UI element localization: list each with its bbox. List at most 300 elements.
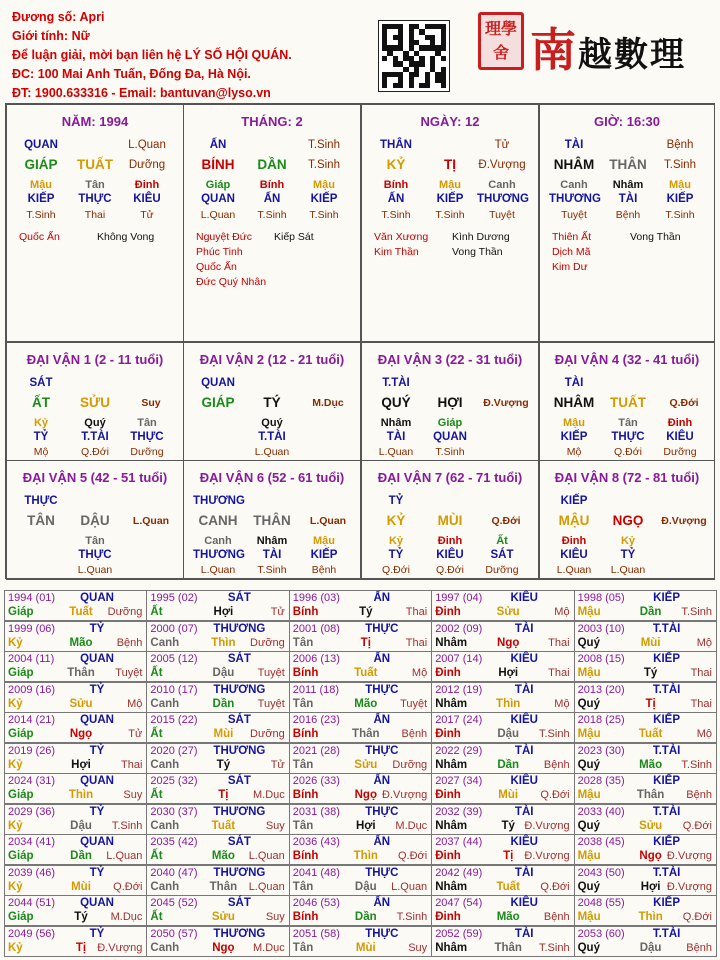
luck-pillar-7	[361, 460, 539, 580]
life-stage: T.Sinh	[664, 159, 696, 171]
year-branch: Ngọ	[212, 941, 235, 954]
year-stage: Tuyệt	[257, 697, 285, 710]
year-branch: Ngọ	[354, 789, 377, 801]
luck-hidden-god: TỶ	[33, 431, 49, 443]
ten-god: ẤN	[209, 139, 227, 151]
star-left: Phúc Tinh	[196, 246, 243, 258]
year-stem: Ất	[150, 789, 163, 801]
year-branch: Mão	[69, 636, 93, 649]
hidden-god: ẤN	[387, 193, 405, 205]
pillar-2	[183, 104, 361, 342]
luck-hidden-stage: L.Quan	[610, 564, 646, 576]
year-god: QUAN	[80, 653, 114, 665]
year-branch: Thìn	[496, 697, 521, 710]
luck-hidden-stem: Mậu	[313, 535, 335, 547]
year-stage: Dưỡng	[392, 758, 428, 771]
address: ĐC: 100 Mai Anh Tuấn, Đống Đa, Hà Nội.	[12, 67, 251, 81]
year-stage: T.Sinh	[681, 606, 712, 618]
year-label: 1997 (04)	[435, 592, 483, 604]
luck-hidden-stage: Mộ	[566, 446, 582, 458]
luck-stem: ẤT	[32, 395, 50, 410]
year-branch: Dậu	[212, 667, 235, 679]
year-stage: Thai	[120, 758, 143, 771]
hidden-god: KIẾP	[436, 193, 464, 205]
stem-stage: L.Quan	[128, 139, 166, 151]
year-god: QUAN	[80, 592, 114, 604]
luck-hidden-stem: Tân	[618, 417, 638, 429]
year-cell	[4, 712, 147, 743]
hidden-stem: Mậu	[669, 179, 691, 191]
year-branch: Mão	[639, 758, 663, 771]
luck-hidden-stage: Q.Đới	[81, 446, 109, 458]
year-stage: L.Quan	[106, 850, 143, 862]
year-branch: Mão	[211, 850, 235, 862]
year-stage: Bệnh	[116, 636, 143, 649]
year-label: 2030 (37)	[150, 805, 198, 818]
year-stage: Đ.Vượng	[382, 789, 428, 801]
year-label: 2012 (19)	[435, 683, 483, 696]
year-cell	[574, 926, 717, 957]
year-stem: Nhâm	[435, 819, 468, 832]
year-label: 2043 (50)	[577, 866, 625, 879]
year-stage: Tử	[270, 606, 285, 618]
year-label: 2046 (53)	[292, 897, 340, 909]
year-stem: Nhâm	[435, 697, 468, 710]
luck-hidden-god: TỶ	[620, 549, 636, 561]
year-label: 2033 (40)	[577, 805, 625, 818]
year-cell	[4, 895, 147, 926]
luck-hidden-stage: T.Sinh	[257, 564, 287, 576]
luck-title: ĐẠI VẬN 2 (12 - 21 tuổi)	[199, 352, 345, 367]
year-stage: M.Dục	[395, 819, 428, 832]
year-god: QUAN	[80, 775, 114, 787]
year-stage: Q.Đới	[682, 911, 712, 923]
luck-hidden-stem: Giáp	[437, 417, 463, 429]
star-left: Quốc Ấn	[196, 261, 237, 273]
gender: Giới tính: Nữ	[12, 29, 90, 43]
contact-note: Để luận giải, mời bạn liên hệ LÝ SỐ HỘI QUÁN.	[12, 48, 292, 62]
luck-branch: THÂN	[253, 513, 291, 528]
year-stage: Suy	[265, 819, 285, 832]
year-cell	[289, 895, 432, 926]
year-god: ẤN	[373, 775, 391, 787]
year-stage: Suy	[408, 941, 428, 954]
year-label: 2016 (23)	[292, 714, 340, 726]
luck-branch: SỬU	[80, 395, 110, 410]
year-branch: Sửu	[354, 758, 378, 771]
year-stem: Đinh	[435, 606, 461, 618]
luck-stem: GIÁP	[201, 395, 235, 410]
year-cell	[146, 926, 289, 957]
year-god: SÁT	[227, 897, 251, 909]
year-branch: Thìn	[353, 850, 378, 862]
year-stem: Kỷ	[8, 819, 23, 832]
year-stem: Quý	[577, 697, 600, 710]
year-stage: M.Dục	[110, 911, 143, 923]
year-stage: Mộ	[554, 697, 570, 710]
year-label: 2007 (14)	[435, 653, 483, 665]
luck-hidden-stage: T.Sinh	[435, 446, 465, 458]
year-god: ẤN	[373, 714, 391, 726]
heavenly-stem: GIÁP	[24, 157, 58, 172]
year-god: KIẾP	[653, 836, 681, 848]
luck-hidden-stem: Canh	[204, 535, 232, 547]
year-cell	[146, 895, 289, 926]
life-stage: T.Sinh	[308, 159, 340, 171]
hidden-god: KIẾP	[666, 193, 694, 205]
year-stem: Ất	[150, 728, 163, 740]
life-stage: Đ.Vượng	[478, 159, 526, 171]
year-label: 2032 (39)	[435, 805, 483, 818]
year-cell	[574, 621, 717, 652]
year-stem: Bính	[292, 667, 319, 679]
year-branch: Mùi	[640, 636, 661, 649]
star-left: Kim Dư	[552, 261, 588, 273]
year-god: THỰC	[365, 866, 399, 879]
hidden-stage: Tuyệt	[561, 209, 587, 221]
hidden-stage: T.Sinh	[309, 209, 339, 221]
year-stem: Ất	[150, 606, 163, 618]
year-stage: Q.Đới	[540, 789, 570, 801]
year-label: 2008 (15)	[577, 653, 625, 665]
luck-stage: M.Dục	[312, 397, 344, 409]
luck-stage: L.Quan	[309, 515, 347, 527]
luck-hidden-stage: Q.Đới	[614, 446, 642, 458]
year-cell	[146, 865, 289, 896]
hidden-stem: Đinh	[134, 179, 160, 191]
year-stage: Mộ	[127, 697, 143, 710]
year-cell	[431, 743, 574, 774]
star-right: Vong Thần	[452, 246, 503, 258]
luck-title: ĐẠI VẬN 7 (62 - 71 tuổi)	[377, 470, 523, 485]
year-cell	[4, 743, 147, 774]
luck-hidden-stage: L.Quan	[254, 446, 290, 458]
brand-logo	[530, 14, 686, 80]
earthly-branch: DẦN	[257, 157, 287, 172]
year-stem: Bính	[292, 911, 319, 923]
year-stem: Canh	[150, 819, 180, 832]
year-stem: Mậu	[577, 667, 601, 679]
year-stem: Ất	[150, 911, 163, 923]
year-cell	[4, 804, 147, 835]
luck-god: THƯƠNG	[193, 495, 245, 507]
year-label: 1994 (01)	[8, 592, 56, 604]
luck-stem: KỶ	[386, 513, 406, 528]
year-god: TÀI	[514, 622, 534, 635]
star-left: Kim Thần	[374, 246, 419, 258]
year-branch: Tý	[216, 758, 231, 771]
hidden-stage: T.Sinh	[665, 209, 695, 221]
year-stem: Nhâm	[435, 636, 468, 649]
luck-hidden-god: THỰC	[611, 431, 645, 443]
year-stem: Kỷ	[8, 880, 23, 893]
luck-title: ĐẠI VẬN 4 (32 - 41 tuổi)	[554, 352, 700, 367]
hidden-stage: T.Sinh	[257, 209, 287, 221]
owner-name: Đương số: Apri	[12, 10, 105, 24]
year-branch: Ngọ	[639, 850, 662, 862]
star-right: Không Vong	[97, 231, 155, 243]
year-god: TÀI	[514, 866, 534, 879]
year-stage: Suy	[265, 911, 285, 923]
year-cell	[431, 926, 574, 957]
year-label: 2038 (45)	[577, 836, 625, 848]
year-god: KIÊU	[510, 592, 538, 604]
year-stage: Thai	[690, 667, 712, 679]
luck-god: SÁT	[29, 377, 53, 389]
year-stem: Quý	[577, 880, 600, 893]
year-stage: Đ.Vượng	[97, 941, 143, 954]
year-god: TỶ	[89, 866, 105, 879]
annual-luck-table	[4, 590, 716, 956]
luck-hidden-stage: L.Quan	[556, 564, 592, 576]
luck-branch: HỢI	[437, 395, 463, 410]
heavenly-stem: BÍNH	[201, 157, 235, 172]
year-label: 2036 (43)	[292, 836, 340, 848]
year-label: 2040 (47)	[150, 866, 198, 879]
year-stage: Tuyệt	[257, 667, 285, 679]
year-stem: Nhâm	[435, 941, 468, 954]
year-label: 2020 (27)	[150, 744, 198, 757]
phone-email: ĐT: 1900.633316 - Email: bantuvan@lyso.vn	[12, 86, 271, 100]
year-god: QUAN	[80, 897, 114, 909]
year-branch: Sửu	[496, 606, 520, 618]
year-cell	[289, 804, 432, 835]
year-stage: T.Sinh	[396, 911, 428, 923]
year-stem: Canh	[150, 636, 180, 649]
luck-hidden-stage: Bệnh	[311, 564, 337, 576]
year-god: TÀI	[514, 927, 534, 940]
hidden-stem: Mậu	[313, 179, 335, 191]
year-stem: Giáp	[8, 789, 34, 801]
year-branch: Sửu	[211, 911, 235, 923]
hidden-stem: Mậu	[439, 179, 461, 191]
year-stem: Mậu	[577, 728, 601, 740]
year-god: KIÊU	[510, 653, 538, 665]
year-cell	[146, 743, 289, 774]
brand-logo-text	[530, 23, 686, 77]
year-branch: Hợi	[498, 667, 519, 679]
year-branch: Mão	[354, 697, 378, 710]
hidden-stage: Tử	[140, 209, 154, 221]
luck-pillar-2	[183, 342, 361, 461]
year-stage: Bệnh	[686, 941, 712, 954]
luck-god: TỶ	[388, 495, 404, 507]
luck-branch: MÙI	[437, 513, 463, 528]
luck-stage: L.Quan	[132, 515, 170, 527]
luck-stem: QUÝ	[381, 395, 411, 410]
life-stage: Dưỡng	[128, 159, 166, 171]
luck-hidden-stage: Dưỡng	[130, 446, 164, 458]
luck-branch: DẬU	[80, 513, 110, 528]
year-god: TỶ	[89, 683, 105, 696]
year-stage: Thai	[405, 606, 428, 618]
year-label: 2028 (35)	[577, 775, 625, 787]
year-label: 2015 (22)	[150, 714, 198, 726]
year-god: SÁT	[227, 714, 251, 726]
year-branch: Dậu	[354, 880, 377, 893]
year-branch: Sửu	[69, 697, 93, 710]
year-cell	[4, 834, 147, 865]
year-cell	[289, 926, 432, 957]
year-stage: Q.Đới	[540, 880, 570, 893]
year-branch: Thìn	[638, 911, 663, 923]
year-god: T.TÀI	[652, 866, 681, 879]
year-cell	[4, 621, 147, 652]
year-god: T.TÀI	[652, 622, 681, 635]
year-cell	[4, 865, 147, 896]
luck-stage: Q.Đới	[491, 515, 521, 527]
year-god: KIẾP	[653, 592, 681, 604]
year-branch: Tuất	[354, 667, 378, 679]
year-label: 2003 (10)	[577, 622, 625, 635]
brand-char: 越數理	[578, 35, 686, 75]
luck-title: ĐẠI VẬN 5 (42 - 51 tuổi)	[22, 470, 168, 485]
luck-hidden-stem: Kỷ	[33, 417, 49, 429]
year-label: 1996 (03)	[292, 592, 340, 604]
year-stem: Canh	[150, 758, 180, 771]
year-stage: Q.Đới	[113, 880, 143, 893]
year-label: 1999 (06)	[8, 622, 56, 635]
year-cell	[431, 773, 574, 804]
luck-stem: NHÂM	[553, 395, 595, 410]
ten-god: THÂN	[380, 139, 412, 151]
star-right: Kình Dương	[452, 231, 510, 243]
hidden-stem: Canh	[560, 179, 588, 191]
year-stem: Đinh	[435, 789, 461, 801]
year-stage: Mộ	[696, 728, 712, 740]
luck-title: ĐẠI VẬN 3 (22 - 31 tuổi)	[377, 352, 523, 367]
luck-title: ĐẠI VẬN 1 (2 - 11 tuổi)	[26, 352, 164, 367]
year-god: TỶ	[89, 744, 105, 757]
year-stem: Ất	[150, 667, 163, 679]
year-stem: Kỷ	[8, 636, 23, 649]
year-stem: Giáp	[8, 850, 34, 862]
luck-stage: Suy	[141, 397, 161, 409]
year-branch: Tuất	[496, 880, 520, 893]
year-branch: Tị	[360, 636, 371, 649]
luck-pillar-3	[361, 342, 539, 461]
brand-char: 南	[530, 23, 578, 77]
luck-stage: Đ.Vượng	[483, 397, 529, 409]
year-cell	[289, 712, 432, 743]
year-branch: Tý	[359, 606, 373, 618]
year-stem: Bính	[292, 606, 319, 618]
hidden-stem: Nhâm	[612, 179, 644, 191]
year-cell	[574, 773, 717, 804]
luck-hidden-god: T.TÀI	[258, 431, 286, 443]
year-branch: Thân	[352, 728, 380, 740]
year-label: 2021 (28)	[292, 744, 340, 757]
hidden-god: KIÊU	[133, 193, 161, 205]
year-label: 2001 (08)	[292, 622, 340, 635]
year-god: SÁT	[227, 653, 251, 665]
year-god: THỰC	[365, 927, 399, 940]
year-god: TÀI	[514, 683, 534, 696]
year-branch: Dần	[354, 911, 377, 923]
qr-code-icon	[378, 20, 450, 92]
year-label: 2029 (36)	[8, 805, 56, 818]
year-label: 2051 (58)	[292, 927, 340, 940]
pillar-title: GIỜ: 16:30	[593, 114, 660, 129]
star-left: Văn Xương	[374, 231, 429, 243]
hidden-stage: T.Sinh	[26, 209, 56, 221]
luck-hidden-stem: Mậu	[563, 417, 585, 429]
luck-pillar-4	[539, 342, 715, 461]
year-label: 2034 (41)	[8, 836, 56, 848]
year-god: QUAN	[80, 714, 114, 726]
year-stem: Bính	[292, 850, 319, 862]
year-branch: Hợi	[213, 606, 234, 618]
year-stem: Quý	[577, 941, 600, 954]
year-branch: Dần	[212, 697, 235, 710]
year-branch: Tị	[218, 789, 229, 801]
luck-hidden-stage: Q.Đới	[382, 564, 410, 576]
luck-pillar-5	[6, 460, 184, 580]
year-stage: Mộ	[554, 606, 570, 618]
luck-hidden-stage: L.Quan	[378, 446, 414, 458]
year-cell	[431, 895, 574, 926]
year-stem: Mậu	[577, 606, 601, 618]
year-label: 2005 (12)	[150, 653, 198, 665]
year-branch: Hợi	[71, 758, 91, 771]
year-stem: Đinh	[435, 667, 461, 679]
year-stage: Bệnh	[686, 789, 712, 801]
year-god: KIÊU	[510, 836, 538, 848]
star-left: Nguyệt Đức	[196, 231, 253, 243]
luck-hidden-god: KIẾP	[560, 431, 588, 443]
luck-hidden-god: TÀI	[386, 431, 406, 443]
year-god: TỶ	[89, 805, 105, 818]
hidden-god: THỰC	[78, 193, 112, 205]
year-label: 2053 (60)	[577, 927, 625, 940]
year-branch: Tý	[643, 667, 658, 679]
year-stem: Tân	[292, 758, 314, 771]
year-stage: M.Dục	[253, 941, 285, 954]
year-branch: Mão	[496, 911, 520, 923]
year-label: 2025 (32)	[150, 775, 198, 787]
year-branch: Dần	[639, 606, 662, 618]
luck-god: QUAN	[201, 377, 235, 389]
year-stage: L.Quan	[391, 880, 428, 893]
year-stage: Mộ	[696, 636, 712, 649]
year-cell	[4, 926, 147, 957]
luck-branch: TÝ	[263, 395, 281, 410]
year-stage: Bệnh	[543, 758, 570, 771]
hidden-stem: Bính	[259, 179, 285, 191]
luck-hidden-stem: Kỷ	[388, 535, 404, 547]
star-left: Quốc Ấn	[19, 231, 60, 243]
stem-stage: Tử	[494, 139, 510, 151]
year-stage: T.Sinh	[539, 728, 570, 740]
luck-stem: MẬU	[558, 513, 590, 528]
year-stem: Quý	[577, 758, 600, 771]
year-stem: Bính	[292, 789, 319, 801]
year-branch: Hợi	[355, 819, 376, 832]
year-cell	[431, 804, 574, 835]
year-cell	[431, 865, 574, 896]
year-god: THƯƠNG	[213, 683, 266, 696]
hidden-stage: Bệnh	[615, 209, 641, 221]
year-stage: Q.Đới	[397, 850, 428, 862]
star-right: Vong Thần	[630, 231, 681, 243]
year-stage: Thai	[690, 697, 712, 710]
year-god: THƯƠNG	[213, 805, 266, 818]
year-stem: Nhâm	[435, 880, 468, 893]
year-branch: Tị	[503, 850, 514, 862]
stem-stage: T.Sinh	[308, 139, 340, 151]
year-god: T.TÀI	[652, 927, 681, 940]
hidden-stage: T.Sinh	[381, 209, 411, 221]
